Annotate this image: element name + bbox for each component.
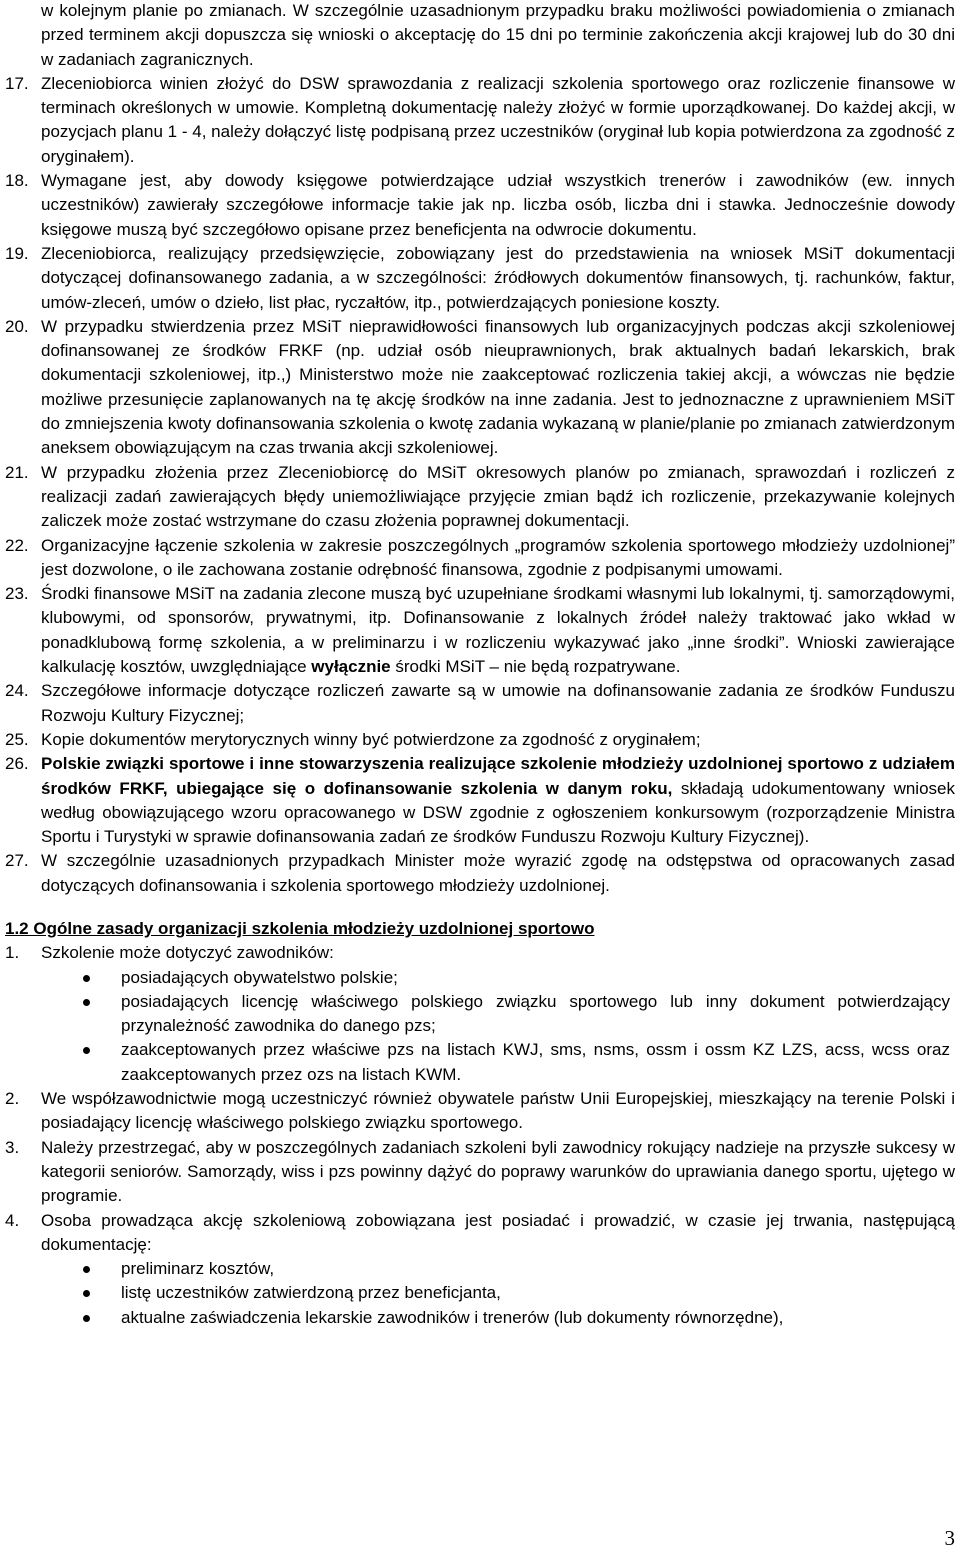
item-number: 1. bbox=[5, 943, 20, 963]
item-text: Zleceniobiorca, realizujący przedsięwzięcie, zobowiązany jest do przedstawienia na wniosek MSiT dokumentacji dotyczącej dofinansowanego zadania, a w szczególności: źródłowych dokumentów finansowych, tj. rachunków, faktur, umów-zleceń, umów o dzieło, list płac, ryczałtów, itp., potwierdzających poniesione koszty. bbox=[41, 243, 955, 312]
item-number: 22. bbox=[5, 535, 29, 555]
list-item bbox=[0, 582, 960, 679]
item-text: Szkolenie może dotyczyć zawodników: bbox=[41, 943, 334, 963]
item-number: 23. bbox=[5, 584, 29, 604]
bullet-icon bbox=[83, 1290, 90, 1297]
item-number: 17. bbox=[5, 73, 29, 93]
item-number: 24. bbox=[5, 681, 29, 701]
bullet-icon bbox=[83, 1266, 90, 1273]
list-item bbox=[0, 752, 960, 849]
list-item bbox=[0, 1209, 960, 1330]
item-number: 27. bbox=[5, 851, 29, 871]
list-item bbox=[0, 169, 960, 242]
emphasis-text: Polskie związki sportowe i inne stowarzyszenia realizujące szkolenie młodzieży uzdolnionej sportowo z udziałem środków FRKF, ubiegające się o dofinansowanie szkolenia w danym roku, bbox=[41, 754, 955, 798]
list-item bbox=[0, 315, 960, 461]
bullet-list bbox=[41, 966, 955, 1087]
list-item bbox=[0, 941, 960, 1087]
list-item bbox=[0, 242, 960, 315]
bullet-item bbox=[41, 1306, 955, 1330]
item-text: Kopie dokumentów merytorycznych winny być potwierdzone za zgodność z oryginałem; bbox=[41, 729, 701, 749]
bullet-text: aktualne zaświadczenia lekarskie zawodników i trenerów (lub dokumenty równorzędne), bbox=[121, 1307, 784, 1327]
bullet-text: zaakceptowanych przez właściwe pzs na listach KWJ, sms, nsms, ossm i ossm KZ LZS, acss, wcss oraz zaakceptowanych przez ozs na listach KWM. bbox=[121, 1040, 950, 1084]
list-item bbox=[0, 72, 960, 169]
item-text: We współzawodnictwie mogą uczestniczyć również obywatele państw Unii Europejskiej, mieszkający na terenie Polski i posiadający licencję właściwego polskiego związku sportowego. bbox=[41, 1089, 955, 1133]
item-text: W szczególnie uzasadnionych przypadkach Minister może wyrazić zgodę na odstępstwa od opracowanych zasad dotyczących dofinansowania i szkolenia sportowego młodzieży uzdolnionej. bbox=[41, 851, 955, 895]
bullet-icon bbox=[83, 999, 90, 1006]
item-number: 4. bbox=[5, 1210, 20, 1230]
list-item bbox=[0, 461, 960, 534]
bullet-list bbox=[41, 1257, 955, 1330]
item-text: Środki finansowe MSiT na zadania zlecone muszą być uzupełniane środkami własnymi lub lokalnymi, tj. samorządowymi, klubowymi, od sponsorów, prywatnymi, itp. Dofinansowanie z lokalnych źródeł należy traktować jako wkład w ponadklubową formę szkolenia, a w preliminarzu i w rozliczeniu wykazywać jako „inne środki”. Wnioski zawierające kalkulację kosztów, uwzględniające bbox=[41, 584, 955, 677]
item-number: 19. bbox=[5, 243, 29, 263]
item-number: 18. bbox=[5, 171, 29, 191]
item-text: Należy przestrzegać, aby w poszczególnych zadaniach szkoleni byli zawodnicy rokujący nadzieje na przyszłe sukcesy w kategorii seniorów. Samorządy, wiss i pzs powinny dążyć do poprawy warunków do uprawiania danego sportu, ujętego w programie. bbox=[41, 1137, 955, 1206]
bullet-text: posiadających obywatelstwo polskie; bbox=[121, 967, 398, 987]
bullet-item bbox=[41, 1281, 955, 1305]
item-text-end: składają udokumentowany wniosek według obowiązującego wzoru opracowanego w DSW zgodnie z ogłoszeniem konkursowym (rozporządzenie Ministra Sportu i Turystyki w sprawie dofinansowania zadań ze środków Funduszu Rozwoju Kultury Fizycznej). bbox=[41, 778, 955, 847]
list-item bbox=[0, 728, 960, 752]
item-text: Zleceniobiorca winien złożyć do DSW sprawozdania z realizacji szkolenia sportowego oraz rozliczenie finansowe w terminach określonych w umowie. Kompletną dokumentację należy złożyć w formie uporządkowanej. Do każdej akcji, w pozycjach planu 1 - 4, należy dołączyć listę podpisaną przez uczestników (oryginał lub kopia potwierdzona za zgodność z oryginałem). bbox=[41, 73, 955, 166]
item-number: 26. bbox=[5, 754, 29, 774]
bullet-item bbox=[41, 1257, 955, 1281]
bullet-item bbox=[41, 1038, 955, 1087]
item-number: 25. bbox=[5, 729, 29, 749]
bullet-icon bbox=[83, 975, 90, 982]
list-item bbox=[0, 679, 960, 728]
list-item bbox=[0, 849, 960, 898]
item-text-end: środki MSiT – nie będą rozpatrywane. bbox=[390, 657, 681, 677]
item-number: 2. bbox=[5, 1089, 20, 1109]
bullet-item bbox=[41, 990, 955, 1039]
bullet-text: preliminarz kosztów, bbox=[121, 1259, 275, 1279]
page-number: 3 bbox=[944, 1526, 955, 1550]
bullet-text: posiadających licencję właściwego polskiego związku sportowego lub inny dokument potwierdzający przynależność zawodnika do danego pzs; bbox=[121, 991, 950, 1036]
list-item bbox=[0, 1087, 960, 1136]
item-text: W przypadku złożenia przez Zleceniobiorcę do MSiT okresowych planów po zmianach, sprawozdań i rozliczeń z realizacji zadań zawierających błędy uniemożliwiające przyjęcie zmian bądź ich rozliczenie, przekazywanie kolejnych zaliczek może zostać wstrzymane do czasu złożenia poprawnej dokumentacji. bbox=[41, 462, 955, 531]
item-text: Organizacyjne łączenie szkolenia w zakresie poszczególnych „programów szkolenia sportowego młodzieży uzdolnionej” jest dozwolone, o ile zachowana zostanie odrębność finansowa, zgodnie z podpisanymi umowami. bbox=[41, 535, 955, 579]
bullet-icon bbox=[83, 1315, 90, 1322]
bullet-text: listę uczestników zatwierdzoną przez beneficjanta, bbox=[121, 1283, 501, 1303]
item-number: 21. bbox=[5, 462, 29, 482]
list-item bbox=[0, 534, 960, 583]
section-heading: 1.2 Ogólne zasady organizacji szkolenia młodzieży uzdolnionej sportowo bbox=[5, 918, 595, 938]
section-list bbox=[0, 941, 960, 1330]
emphasis-text: wyłącznie bbox=[311, 657, 391, 677]
item-text: Wymagane jest, aby dowody księgowe potwierdzające udział wszystkich trenerów i zawodników (ew. innych uczestników) zawierały szczegółowe informacje takie jak np. liczba osób, liczba dni i stawka. Jednocześnie dowody księgowe muszą być szczegółowo opisane przez beneficjenta na odwrocie dokumentu. bbox=[41, 171, 955, 239]
item-text: Szczegółowe informacje dotyczące rozliczeń zawarte są w umowie na dofinansowanie zadania ze środków Funduszu Rozwoju Kultury Fizycznej; bbox=[41, 681, 955, 725]
item-number: 20. bbox=[5, 316, 29, 336]
item-number: 3. bbox=[5, 1137, 20, 1157]
continued-paragraph: w kolejnym planie po zmianach. W szczególnie uzasadnionym przypadku braku możliwości powiadomienia o zmianach przed terminem akcji dopuszcza się wnioski o akceptację do 15 dni po terminie zakończenia akcji krajowej lub do 30 dni w zadaniach zagranicznych. bbox=[41, 1, 955, 69]
bullet-item bbox=[41, 966, 955, 990]
item-text: W przypadku stwierdzenia przez MSiT nieprawidłowości finansowych lub organizacyjnych podczas akcji szkoleniowej dofinansowanej ze środków FRKF (np. udział osób nieuprawnionych, brak aktualnych badań lekarskich, brak dokumentacji szkoleniowej, itp.,) Ministerstwo może nie zaakceptować rozliczenia takiej akcji, a wówczas nie będzie możliwe przesunięcie zaplanowanych na tę akcję środków na inne zadania. Jest to jednoznaczne z uprawnieniem MSiT do zmniejszenia kwoty dofinansowania szkolenia o kwotę zadania wykazaną w planie/planie po zmianach zatwierdzonym aneksem obowiązującym na czas trwania akcji szkoleniowej. bbox=[41, 316, 955, 458]
bullet-icon bbox=[83, 1047, 90, 1054]
rules-list bbox=[0, 72, 960, 898]
list-item bbox=[0, 1136, 960, 1209]
item-text: Osoba prowadząca akcję szkoleniową zobowiązana jest posiadać i prowadzić, w czasie jej trwania, następującą dokumentację: bbox=[41, 1210, 955, 1254]
